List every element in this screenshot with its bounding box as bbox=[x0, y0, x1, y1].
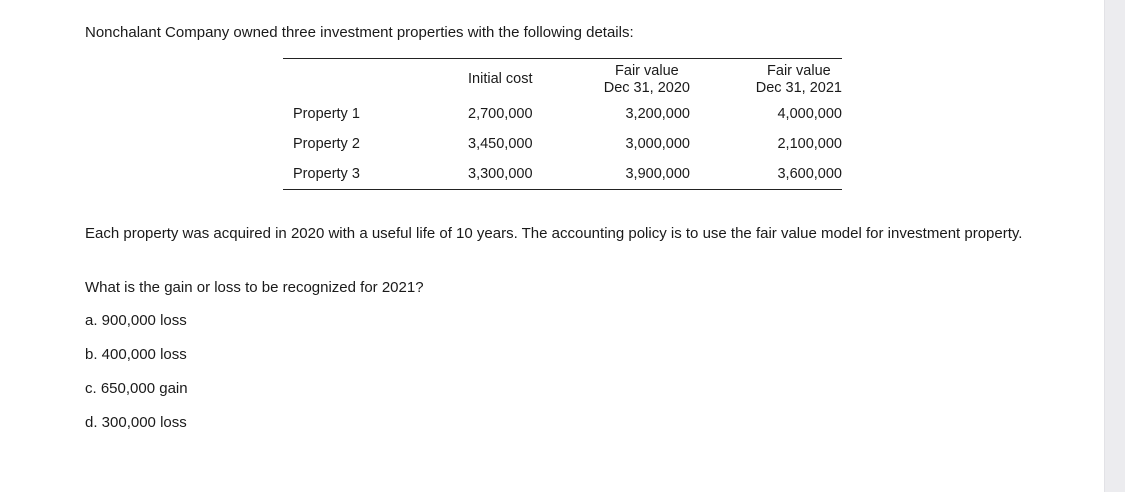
option-b[interactable]: b. 400,000 loss bbox=[85, 346, 187, 363]
header-fv2020-line2: Dec 31, 2020 bbox=[603, 80, 690, 96]
cell-fv2020: 3,900,000 bbox=[625, 166, 690, 182]
header-fair-value-2021 bbox=[756, 63, 842, 97]
header-fv2021-line2: Dec 31, 2021 bbox=[755, 80, 842, 96]
option-d[interactable]: d. 300,000 loss bbox=[85, 414, 187, 431]
option-a[interactable]: a. 900,000 loss bbox=[85, 312, 187, 329]
page-edge-scrollbar bbox=[1104, 0, 1125, 492]
option-c[interactable]: c. 650,000 gain bbox=[85, 380, 188, 397]
cell-fv2020: 3,200,000 bbox=[625, 106, 690, 122]
cell-fv2020: 3,000,000 bbox=[625, 136, 690, 152]
properties-table bbox=[283, 58, 842, 190]
question-text: What is the gain or loss to be recognized for 2021? bbox=[85, 279, 424, 296]
intro-text: Nonchalant Company owned three investment properties with the following details: bbox=[85, 24, 634, 41]
cell-initial-cost: 3,300,000 bbox=[468, 166, 533, 182]
header-initial-cost: Initial cost bbox=[468, 71, 533, 87]
row-label: Property 2 bbox=[293, 136, 360, 152]
cell-fv2021: 4,000,000 bbox=[777, 106, 842, 122]
cell-fv2021: 3,600,000 bbox=[777, 166, 842, 182]
description-paragraph: Each property was acquired in 2020 with a useful life of 10 years. The accounting policy is to use the fair value model for investment property. bbox=[85, 225, 1023, 242]
header-fair-value-2020 bbox=[604, 63, 690, 97]
cell-fv2021: 2,100,000 bbox=[777, 136, 842, 152]
header-fv2021-line1: Fair value bbox=[767, 63, 831, 79]
header-fv2020-line1: Fair value bbox=[615, 63, 679, 79]
cell-initial-cost: 3,450,000 bbox=[468, 136, 533, 152]
cell-initial-cost: 2,700,000 bbox=[468, 106, 533, 122]
row-label: Property 3 bbox=[293, 166, 360, 182]
row-label: Property 1 bbox=[293, 106, 360, 122]
